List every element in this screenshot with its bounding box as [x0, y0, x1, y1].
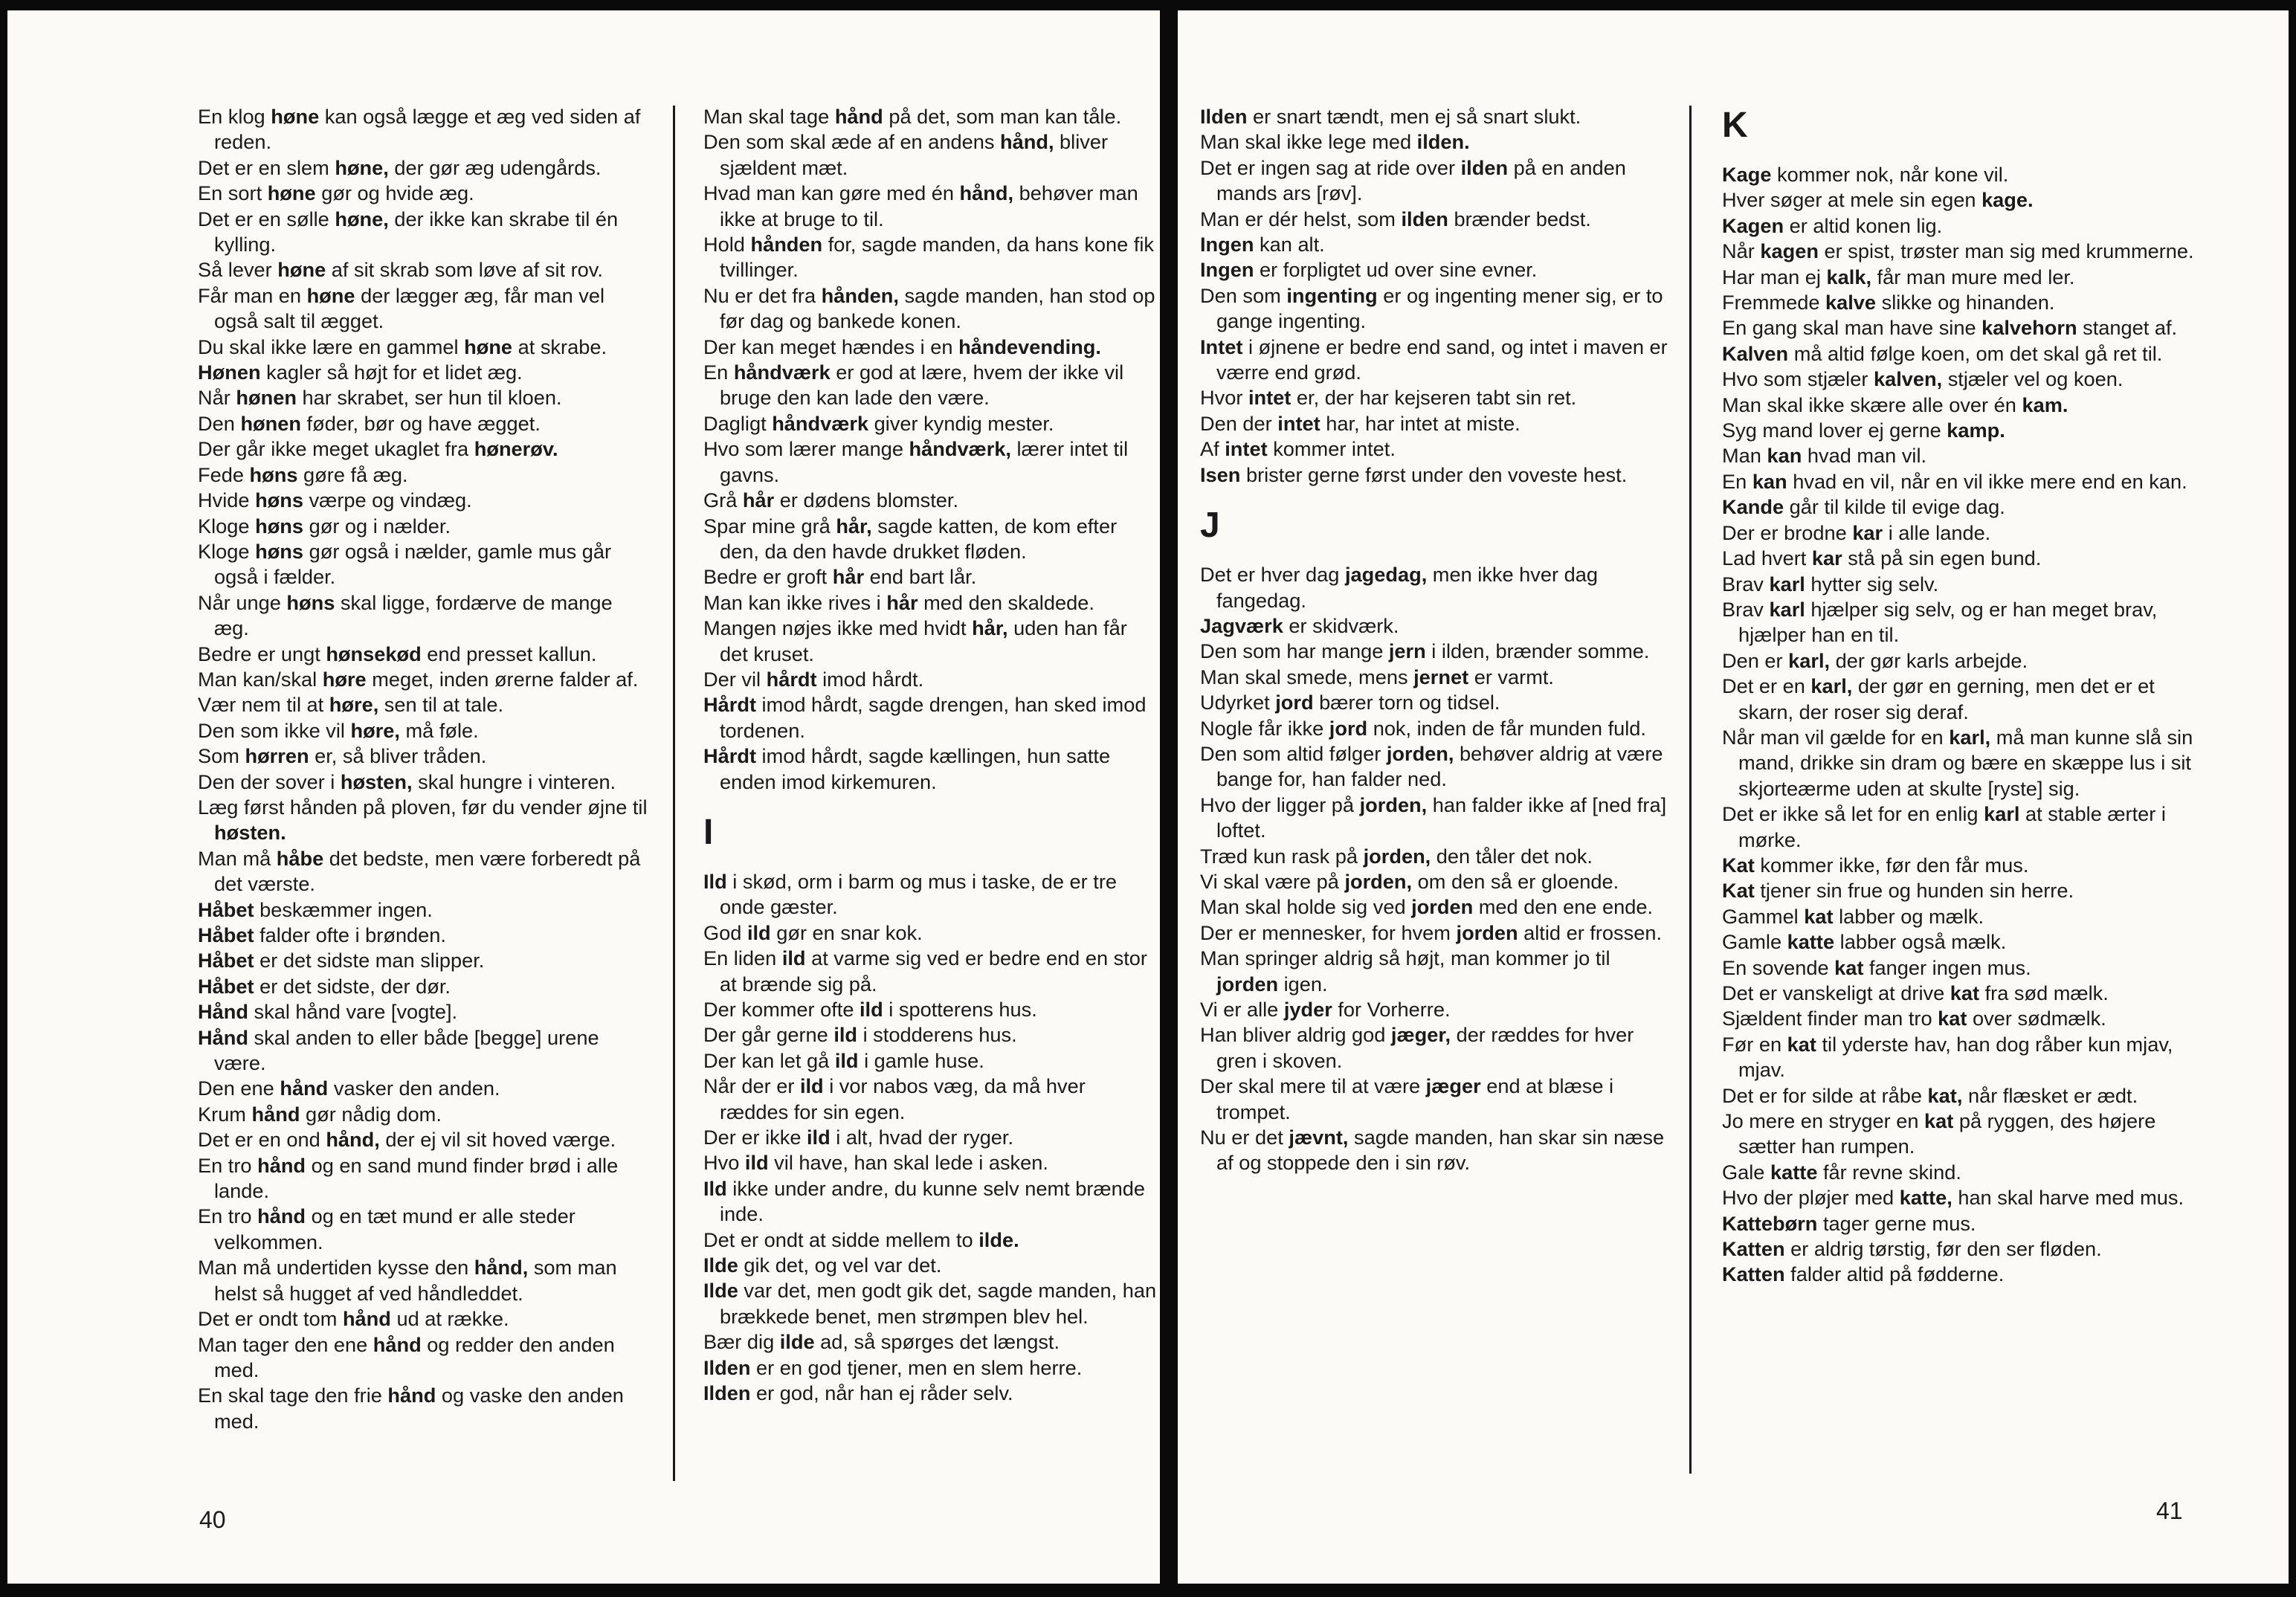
- headword: kagen: [1760, 239, 1819, 263]
- proverb-entry: Fede høns gøre få æg.: [198, 462, 408, 486]
- proverb-entry: Af intet kommer intet.: [1200, 437, 1396, 461]
- headword: Ilden: [703, 1355, 751, 1379]
- proverb-entry: God ild gør en snar kok.: [703, 920, 923, 944]
- proverb-entry: Man må undertiden kysse den hånd, som man helst så hugget af ved håndleddet.: [198, 1256, 617, 1305]
- entries-i: [703, 869, 1158, 1407]
- headword: kat: [1834, 955, 1864, 979]
- proverb-entry: Kagen er altid konen lig.: [1722, 213, 1943, 237]
- headword: jorden: [1216, 972, 1279, 996]
- proverb-entry: Katten falder altid på fødderne.: [1722, 1262, 2005, 1286]
- proverb-entry: Håbet er det sidste, der dør.: [198, 974, 451, 998]
- headword: hånd,: [959, 181, 1014, 205]
- headword: ilden: [1460, 155, 1509, 179]
- headword: karl: [1984, 802, 2020, 826]
- proverb-entry: Har man ej kalk, får man mure med ler.: [1722, 265, 2075, 288]
- proverb-entry: Brav karl hjælper sig selv, og er han meget brav, hjælper han en til.: [1722, 597, 2158, 647]
- headword: jern: [1388, 639, 1426, 663]
- headword: hønen: [236, 386, 297, 410]
- proverb-entry: Der er ikke ild i alt, hvad der ryger.: [703, 1126, 1014, 1149]
- proverb-entry: Lad hvert kar stå på sin egen bund.: [1722, 546, 2042, 570]
- headword: Ingen: [1200, 233, 1254, 257]
- headword: høne,: [335, 207, 389, 230]
- headword: hønerøv.: [474, 437, 558, 461]
- proverb-entry: Når man vil gælde for en karl, må man kunne slå sin mand, drikke sin dram og bære en skæppe lus i sit skjorteærme uden at skulte [ryste] sig.: [1722, 725, 2193, 800]
- proverb-entry: En håndværk er god at lære, hvem der ikke vil bruge den kan lade den være.: [703, 361, 1124, 410]
- proverb-entry: Ild ikke under andre, du kunne selv nemt brænde inde.: [703, 1176, 1145, 1226]
- proverb-entry: Bær dig ilde ad, så spørges det længst.: [703, 1330, 1060, 1354]
- proverb-entry: Man skal holde sig ved jorden med den ene ende.: [1200, 895, 1654, 919]
- headword: håndværk: [772, 411, 869, 435]
- headword: hørren: [245, 744, 309, 768]
- proverb-entry: Udyrket jord bærer torn og tidsel.: [1200, 691, 1500, 714]
- proverb-entry: Ild i skød, orm i barm og mus i taske, de er tre onde gæster.: [703, 869, 1117, 919]
- proverb-entry: Han bliver aldrig god jæger, der ræddes for hver gren i skoven.: [1200, 1023, 1634, 1072]
- headword: høns: [255, 488, 304, 512]
- headword: Hønen: [198, 361, 261, 384]
- proverb-entry: Det er vanskeligt at drive kat fra sød mælk.: [1722, 981, 2109, 1004]
- proverb-entry: Gamle katte labber også mælk.: [1722, 930, 2007, 954]
- headword: høne: [271, 105, 320, 128]
- headword: Ilden: [703, 1381, 751, 1405]
- headword: Kande: [1722, 495, 1784, 519]
- headword: hånd: [280, 1077, 329, 1100]
- proverb-entry: Nu er det fra hånden, sagde manden, han stod op før dag og bankede konen.: [703, 283, 1155, 333]
- proverb-entry: En tro hånd og en sand mund finder brød i alle lande.: [198, 1153, 619, 1203]
- proverb-entry: Den som har mange jern i ilden, brænder somme.: [1200, 639, 1650, 663]
- headword: hånden,: [821, 283, 899, 307]
- headword: intet: [1225, 437, 1268, 461]
- proverb-entry: Hårdt imod hårdt, sagde kællingen, hun satte enden imod kirkemuren.: [703, 744, 1111, 793]
- headword: Kattebørn: [1722, 1211, 1818, 1235]
- headword: jorden,: [1386, 741, 1454, 765]
- proverb-entry: Den er karl, der gør karls arbejde.: [1722, 648, 2028, 672]
- proverb-entry: Dagligt håndværk giver kyndig mester.: [703, 411, 1054, 435]
- proverb-entry: Der er mennesker, for hvem jorden altid er frossen.: [1200, 920, 1663, 944]
- headword: håbe: [276, 846, 324, 870]
- proverb-entry: Vi er alle jyder for Vorherre.: [1200, 998, 1451, 1021]
- headword: Ilden: [1200, 105, 1248, 128]
- headword: jord: [1275, 691, 1314, 714]
- proverb-entry: Krum hånd gør nådig dom.: [198, 1102, 442, 1126]
- headword: høre,: [329, 693, 379, 717]
- proverb-entry: Kloge høns gør og i nælder.: [198, 514, 451, 538]
- proverb-entry: Hvad man kan gøre med én hånd, behøver man ikke at bruge to til.: [703, 181, 1138, 230]
- proverb-entry: Håbet beskæmmer ingen.: [198, 897, 433, 921]
- proverb-entry: Ingen er forpligtet ud over sine evner.: [1200, 258, 1538, 282]
- proverb-entry: Gammel kat labber og mælk.: [1722, 904, 1984, 928]
- headword: kar: [1811, 546, 1842, 570]
- section-letter-k: K: [1722, 106, 1748, 145]
- headword: jæger,: [1390, 1023, 1451, 1047]
- proverb-entry: Der går gerne ild i stodderens hus.: [703, 1023, 1017, 1047]
- proverb-entry: Hårdt imod hårdt, sagde drengen, han sked imod tordenen.: [703, 693, 1147, 742]
- headword: hånd: [834, 105, 883, 128]
- headword: ild: [746, 920, 771, 944]
- headword: Ilde: [703, 1279, 738, 1303]
- proverb-entry: Hold hånden for, sagde manden, da hans kone fik tvillinger.: [703, 233, 1155, 282]
- proverb-entry: Grå hår er dødens blomster.: [703, 488, 959, 512]
- headword: ild: [744, 1151, 769, 1175]
- proverb-entry: Man kan ikke rives i hår med den skaldede.: [703, 590, 1094, 614]
- proverb-entry: Kat tjener sin frue og hunden sin herre.: [1722, 879, 2074, 903]
- headword: Håbet: [198, 923, 254, 946]
- headword: hønen: [240, 411, 301, 435]
- proverb-entry: Man skal tage hånd på det, som man kan tåle.: [703, 105, 1122, 128]
- proverb-entry: Den som altid følger jorden, behøver aldrig at være bange for, han falder ned.: [1200, 741, 1663, 791]
- proverb-entry: Sjældent finder man tro kat over sødmælk.: [1722, 1007, 2106, 1030]
- proverb-entry: Der kan meget hændes i en håndevending.: [703, 335, 1101, 358]
- headword: kam.: [2022, 393, 2068, 416]
- headword: høns: [249, 462, 298, 486]
- headword: intet: [1277, 411, 1320, 435]
- headword: Ingen: [1200, 258, 1254, 282]
- proverb-entry: Kage kommer nok, når kone vil.: [1722, 163, 2009, 186]
- headword: kamp.: [1947, 419, 2005, 442]
- proverb-entry: Før en kat til yderste hav, han dog råber kun mjav, mjav.: [1722, 1032, 2173, 1082]
- proverb-entry: Gale katte får revne skind.: [1722, 1160, 1961, 1184]
- proverb-entry: Når hønen har skrabet, ser hun til kloen.: [198, 386, 562, 410]
- headword: kat: [1804, 904, 1834, 928]
- proverb-entry: Fremmede kalve slikke og hinanden.: [1722, 291, 2055, 314]
- proverb-entry: Brav karl hytter sig selv.: [1722, 572, 1939, 596]
- page-number-left: 40: [199, 1506, 226, 1533]
- proverb-entry: Så lever høne af sit skrab som løve af sit rov.: [198, 258, 603, 282]
- proverb-entry: Man tager den ene hånd og redder den anden med.: [198, 1332, 615, 1381]
- proverb-entry: Der kommer ofte ild i spotterens hus.: [703, 998, 1037, 1021]
- headword: ilden.: [1416, 130, 1470, 154]
- headword: Ild: [703, 1176, 727, 1200]
- proverb-entry: Hønen kagler så højt for et lidet æg.: [198, 361, 523, 384]
- proverb-entry: Jo mere en stryger en kat på ryggen, des højere sætter han rumpen.: [1722, 1109, 2156, 1158]
- headword: Ild: [703, 869, 727, 893]
- proverb-entry: Der vil hårdt imod hårdt.: [703, 667, 924, 691]
- headword: håndevending.: [958, 335, 1101, 358]
- proverb-entry: Man kan/skal høre meget, inden ørerne falder af.: [198, 667, 639, 691]
- proverb-entry: Når der er ild i vor nabos væg, da må hver ræddes for sin egen.: [703, 1074, 1086, 1123]
- proverb-entry: Man springer aldrig så højt, man kommer jo til jorden igen.: [1200, 946, 1610, 996]
- proverb-entry: Det er ondt at sidde mellem to ilde.: [703, 1227, 1019, 1251]
- proverb-entry: Hånd skal anden to eller både [begge] urene være.: [198, 1025, 599, 1075]
- proverb-entry: En kan hvad en vil, når en vil ikke mere end en kan.: [1722, 469, 2187, 493]
- proverb-entry: Det er for silde at råbe kat, når flæsket er ædt.: [1722, 1083, 2138, 1107]
- headword: karl: [1769, 597, 1805, 621]
- headword: høne,: [335, 155, 389, 179]
- proverb-entry: Ilde var det, men godt gik det, sagde manden, han brækkede benet, men strømpen blev hel.: [703, 1279, 1157, 1328]
- headword: kalvehorn: [1981, 316, 2077, 340]
- headword: jagedag,: [1344, 563, 1428, 587]
- headword: ilde: [779, 1330, 815, 1354]
- headword: katte: [1770, 1160, 1818, 1184]
- headword: kat: [1787, 1032, 1816, 1056]
- proverb-entry: Den ene hånd vasker den anden.: [198, 1077, 500, 1100]
- headword: kalve: [1825, 291, 1877, 314]
- section-letter-j: J: [1200, 506, 1220, 546]
- headword: ild: [781, 946, 806, 970]
- headword: jyder: [1283, 998, 1332, 1021]
- headword: hår,: [972, 616, 1008, 640]
- column-divider: [673, 106, 675, 1481]
- headword: kat: [1950, 981, 1980, 1004]
- proverb-entry: Der kan let gå ild i gamle huse.: [703, 1048, 984, 1072]
- proverb-entry: Den som ingenting er og ingenting mener sig, er to gange ingenting.: [1200, 283, 1663, 333]
- proverb-entry: Hvor intet er, der har kejseren tabt sin ret.: [1200, 386, 1577, 410]
- proverb-entry: Håbet falder ofte i brønden.: [198, 923, 446, 946]
- proverb-entry: Ilden er god, når han ej råder selv.: [703, 1381, 1013, 1405]
- headword: Katten: [1722, 1237, 1785, 1261]
- proverb-entry: En klog høne kan også lægge et æg ved siden af reden.: [198, 105, 641, 154]
- headword: ilden: [1401, 207, 1448, 230]
- headword: hånd,: [1000, 130, 1054, 154]
- proverb-entry: Kande går til kilde til evige dag.: [1722, 495, 2005, 519]
- proverb-entry: Intet i øjnene er bedre end sand, og intet i maven er værre end grød.: [1200, 335, 1668, 384]
- headword: intet: [1248, 386, 1292, 410]
- headword: kat: [1924, 1109, 1954, 1133]
- proverb-entry: Ilde gik det, og vel var det.: [703, 1254, 942, 1277]
- proverb-entry: Hånd skal hånd vare [vogte].: [198, 1000, 458, 1024]
- proverb-entry: Man skal smede, mens jernet er varmt.: [1200, 665, 1554, 688]
- headword: høns: [255, 539, 304, 563]
- headword: kat: [1938, 1007, 1967, 1030]
- proverb-entry: Man må håbe det bedste, men være forberedt på det værste.: [198, 846, 641, 896]
- proverb-entry: Hvo der ligger på jorden, han falder ikke af [ned fra] loftet.: [1200, 793, 1667, 842]
- proverb-entry: Hvide høns værpe og vindæg.: [198, 488, 472, 512]
- proverb-entry: Isen brister gerne først under den voveste hest.: [1200, 462, 1628, 486]
- headword: høne: [464, 335, 513, 358]
- headword: håndværk,: [909, 437, 1011, 461]
- proverb-entry: Det er ondt tom hånd ud at række.: [198, 1307, 509, 1331]
- headword: jorden: [1411, 895, 1474, 919]
- headword: høre,: [350, 718, 400, 742]
- headword: Kat: [1722, 879, 1755, 903]
- headword: høne: [306, 283, 355, 307]
- headword: Håbet: [198, 974, 254, 998]
- proverb-entry: Det er ingen sag at ride over ilden på en anden mands ars [røv].: [1200, 155, 1626, 205]
- proverb-entry: Du skal ikke lære en gammel høne at skrabe.: [198, 335, 607, 358]
- proverb-entry: Syg mand lover ej gerne kamp.: [1722, 419, 2005, 442]
- column-divider: [1689, 106, 1692, 1474]
- headword: Håbet: [198, 949, 254, 972]
- proverb-entry: En liden ild at varme sig ved er bedre end en stor at brænde sig på.: [703, 946, 1147, 996]
- proverb-entry: Når kagen er spist, trøster man sig med krummerne.: [1722, 239, 2194, 263]
- page-number-right: 41: [2156, 1497, 2183, 1524]
- headword: hånd: [342, 1307, 391, 1331]
- headword: Håbet: [198, 897, 254, 921]
- headword: ilde.: [978, 1227, 1019, 1251]
- proverb-entry: Mangen nøjes ikke med hvidt hår, uden han får det kruset.: [703, 616, 1127, 665]
- headword: Kat: [1722, 853, 1755, 877]
- headword: karl: [1769, 572, 1805, 596]
- proverb-entry: Bedre er ungt hønsekød end presset kallun.: [198, 642, 597, 665]
- headword: kage.: [1981, 188, 2034, 212]
- left-column-2: [703, 104, 1158, 1407]
- proverb-entry: Kalven må altid følge koen, om det skal gå ret til.: [1722, 341, 2163, 365]
- proverb-entry: Det er hver dag jagedag, men ikke hver dag fangedag.: [1200, 563, 1598, 612]
- proverb-entry: Bedre er groft hår end bart lår.: [703, 565, 977, 589]
- proverb-entry: Den der intet har, har intet at miste.: [1200, 411, 1521, 435]
- proverb-entry: Håbet er det sidste man slipper.: [198, 949, 485, 972]
- entries-h: [703, 104, 1158, 795]
- headword: jord: [1329, 716, 1368, 740]
- headword: Jagværk: [1200, 613, 1283, 637]
- headword: Hårdt: [703, 693, 756, 717]
- right-page: [1178, 10, 2289, 1584]
- entries-k: [1722, 162, 2199, 1288]
- headword: karl,: [1810, 674, 1853, 698]
- proverb-entry: Der skal mere til at være jæger end at blæse i trompet.: [1200, 1074, 1614, 1123]
- headword: hånd: [373, 1332, 422, 1356]
- headword: hår: [886, 590, 918, 614]
- headword: ingenting: [1286, 283, 1378, 307]
- right-column-2: [1722, 104, 2199, 1288]
- left-column-1: [198, 104, 648, 1434]
- proverb-entry: Læg først hånden på ploven, før du vender øjne til høsten.: [198, 795, 648, 845]
- proverb-entry: Den som skal æde af en andens hånd, bliver sjældent mæt.: [703, 130, 1109, 179]
- headword: hånden: [750, 233, 823, 257]
- proverb-entry: Man er dér helst, som ilden brænder bedst.: [1200, 207, 1591, 230]
- headword: ild: [834, 1048, 859, 1072]
- proverb-entry: Kloge høns gør også i nælder, gamle mus går også i fælder.: [198, 539, 612, 589]
- headword: høne: [267, 181, 316, 205]
- headword: håndværk: [733, 361, 831, 384]
- headword: hønsekød: [326, 642, 422, 665]
- headword: Intet: [1200, 335, 1243, 358]
- headword: ild: [833, 1023, 858, 1047]
- proverb-entry: Man skal ikke skære alle over én kam.: [1722, 393, 2068, 416]
- proverb-entry: Ilden er en god tjener, men en slem herre.: [703, 1355, 1083, 1379]
- headword: Hånd: [198, 1000, 248, 1024]
- headword: hånd: [257, 1153, 306, 1177]
- proverb-entry: Hvo som stjæler kalven, stjæler vel og koen.: [1722, 367, 2124, 391]
- proverb-entry: Hver søger at mele sin egen kage.: [1722, 188, 2034, 212]
- headword: jævnt,: [1289, 1126, 1349, 1149]
- headword: Hånd: [198, 1025, 248, 1049]
- headword: Ilde: [703, 1254, 738, 1277]
- headword: jorden,: [1359, 793, 1428, 816]
- headword: kalk,: [1826, 265, 1871, 288]
- entries-j: [1200, 562, 1676, 1176]
- proverb-entry: Spar mine grå hår, sagde katten, de kom efter den, da den havde drukket fløden.: [703, 514, 1118, 563]
- proverb-entry: Vi skal være på jorden, om den så er gloende.: [1200, 869, 1619, 893]
- headword: Kalven: [1722, 341, 1789, 365]
- proverb-entry: Man skal ikke lege med ilden.: [1200, 130, 1470, 154]
- headword: hånd: [387, 1384, 436, 1407]
- proverb-entry: Jagværk er skidværk.: [1200, 613, 1399, 637]
- proverb-entry: Det er ikke så let for en enlig karl at stable ærter i mørke.: [1722, 802, 2166, 851]
- headword: kat,: [1927, 1083, 1963, 1107]
- headword: høre: [322, 667, 367, 691]
- proverb-entry: Den hønen føder, bør og have ægget.: [198, 411, 541, 435]
- proverb-entry: Hvo som lærer mange håndværk, lærer intet til gavns.: [703, 437, 1129, 486]
- proverb-entry: Det er en slem høne, der gør æg udengårds.: [198, 155, 602, 179]
- proverb-entry: En sort høne gør og hvide æg.: [198, 181, 474, 205]
- headword: høns: [286, 590, 335, 614]
- proverb-entry: Kat kommer ikke, før den får mus.: [1722, 853, 2029, 877]
- headword: høns: [255, 514, 304, 538]
- section-letter-i: I: [703, 812, 714, 852]
- proverb-entry: En tro hånd og en tæt mund er alle steder velkommen.: [198, 1204, 575, 1254]
- headword: ild: [860, 998, 883, 1021]
- headword: hånd,: [474, 1256, 529, 1280]
- proverb-entry: Katten er aldrig tørstig, før den ser fløden.: [1722, 1237, 2102, 1261]
- proverb-entry: Nu er det jævnt, sagde manden, han skar sin næse af og stoppede den i sin røv.: [1200, 1126, 1665, 1175]
- headword: jæger: [1425, 1074, 1481, 1098]
- left-page: [7, 10, 1160, 1584]
- proverb-entry: En gang skal man have sine kalvehorn stanget af.: [1722, 316, 2178, 340]
- headword: kan: [1752, 469, 1787, 493]
- headword: ild: [799, 1074, 824, 1098]
- proverb-entry: En skal tage den frie hånd og vaske den anden med.: [198, 1384, 624, 1433]
- headword: kar: [1852, 520, 1883, 544]
- proverb-entry: Det er en ond hånd, der ej vil sit hoved værge.: [198, 1128, 616, 1152]
- proverb-entry: Det er en sølle høne, der ikke kan skrabe til én kylling.: [198, 207, 619, 257]
- proverb-entry: Vær nem til at høre, sen til at tale.: [198, 693, 503, 717]
- headword: karl,: [1788, 648, 1831, 672]
- proverb-entry: Der går ikke meget ukaglet fra hønerøv.: [198, 437, 558, 461]
- headword: Kage: [1722, 163, 1772, 186]
- proverb-entry: Nogle får ikke jord nok, inden de får munden fuld.: [1200, 716, 1646, 740]
- headword: hår,: [836, 514, 872, 538]
- proverb-entry: Den som ikke vil høre, må føle.: [198, 718, 479, 742]
- headword: jorden,: [1363, 844, 1431, 868]
- proverb-entry: Får man en høne der lægger æg, får man vel også salt til ægget.: [198, 283, 604, 333]
- headword: ild: [807, 1126, 831, 1149]
- headword: jorden,: [1344, 869, 1413, 893]
- proverb-entry: Den der sover i høsten, skal hungre i vinteren.: [198, 770, 616, 793]
- proverb-entry: Ilden er snart tændt, men ej så snart slukt.: [1200, 105, 1581, 128]
- entries-i-cont: [1200, 104, 1676, 488]
- proverb-entry: Når unge høns skal ligge, fordærve de mange æg.: [198, 590, 613, 640]
- proverb-entry: Man kan hvad man vil.: [1722, 444, 1927, 468]
- proverb-entry: Hvo der pløjer med katte, han skal harve med mus.: [1722, 1186, 2184, 1210]
- proverb-entry: Træd kun rask på jorden, den tåler det nok.: [1200, 844, 1593, 868]
- headword: høsten.: [214, 821, 286, 845]
- headword: hånd: [251, 1102, 300, 1126]
- headword: hånd,: [326, 1128, 380, 1152]
- headword: hår: [832, 565, 865, 589]
- headword: hånd: [257, 1204, 306, 1228]
- headword: kan: [1767, 444, 1802, 468]
- headword: høne: [277, 258, 326, 282]
- headword: Katten: [1722, 1262, 1785, 1286]
- headword: katte: [1787, 930, 1835, 954]
- headword: katte,: [1899, 1186, 1952, 1210]
- headword: hårdt: [766, 667, 817, 691]
- proverb-entry: Det er en karl, der gør en gerning, men det er et skarn, der roser sig deraf.: [1722, 674, 2155, 723]
- proverb-entry: Der er brodne kar i alle lande.: [1722, 520, 1991, 544]
- headword: kalven,: [1873, 367, 1943, 391]
- proverb-entry: En sovende kat fanger ingen mus.: [1722, 955, 2031, 979]
- proverb-entry: Kattebørn tager gerne mus.: [1722, 1211, 1976, 1235]
- right-column-1: [1200, 104, 1676, 1176]
- proverb-entry: Hvo ild vil have, han skal lede i asken.: [703, 1151, 1048, 1175]
- headword: jernet: [1413, 665, 1469, 688]
- headword: jorden: [1456, 920, 1518, 944]
- headword: høsten,: [340, 770, 413, 793]
- headword: Kagen: [1722, 213, 1784, 237]
- headword: hår: [742, 488, 775, 512]
- proverb-entry: Ingen kan alt.: [1200, 233, 1325, 257]
- headword: Isen: [1200, 462, 1241, 486]
- headword: Hårdt: [703, 744, 756, 768]
- headword: karl,: [1949, 725, 1991, 749]
- proverb-entry: Som hørren er, så bliver tråden.: [198, 744, 487, 768]
